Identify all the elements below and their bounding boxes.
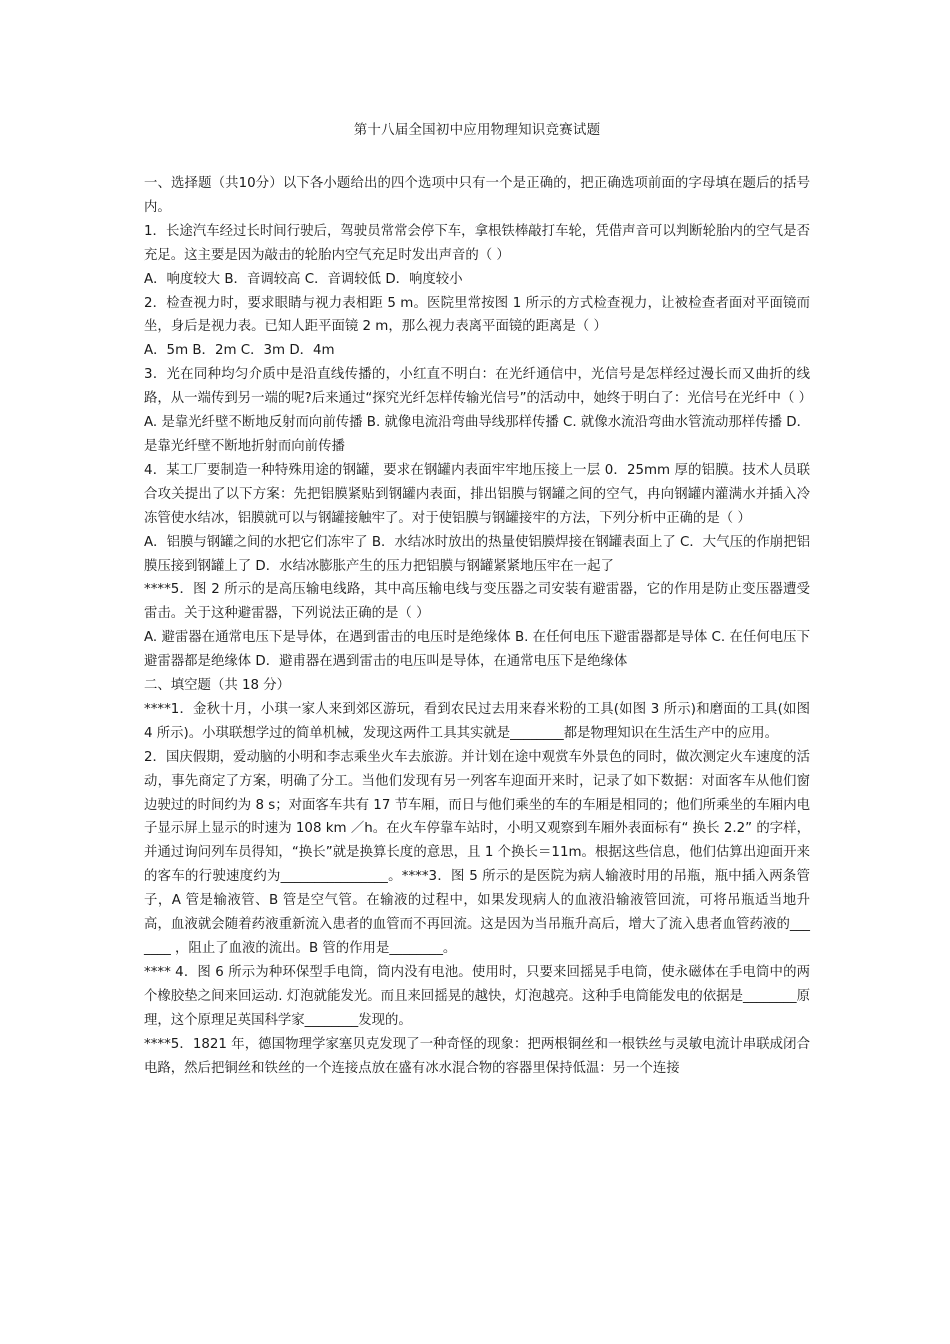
question-1-5-options: A. 避雷器在通常电压下是导体，在遇到雷击的电压时是绝缘体 B. 在任何电压下避雷器都是导体 C. 在任何电压下避雷器都是绝缘体 D．避甫器在遇到雷击的电压叫是导体，在通常电压下是绝缘体 [144, 630, 810, 670]
question-1-5: ****5．图 2 所示的是高压输电线路，其中高压输电线与变压器之司安装有避雷器，它的作用是防止变压器遭受雷击。关于这种避雷器，下列说法正确的是（ ） [144, 582, 810, 622]
section-1-heading: 一、选择题（共10分）以下各小题给出的四个选项中只有一个是正确的，把正确选项前面的字母填在题后的括号内。 [144, 176, 810, 215]
document-page [144, 120, 810, 1080]
section-2-heading: 二、填空题（共 18 分） [144, 678, 291, 694]
question-1-2-options: A．5m B．2m C．3m D．4m [144, 343, 335, 359]
question-1-1: 1．长途汽车经过长时间行驶后，驾驶员常常会停下车，拿根铁棒敲打车轮，凭借声音可以判断轮胎内的空气是否充足。这主要是因为敲击的轮胎内空气充足时发出声音的（ ） [144, 223, 810, 263]
question-1-1-options: A．响度较大 B．音调较高 C．音调较低 D．响度较小 [144, 271, 463, 287]
question-2-1: ****1．金秋十月，小琪一家人来到郊区游玩，看到农民过去用来舂米粉的工具(如图 3 所示)和磨面的工具(如图 4 所示)。小琪联想学过的简单机械，发现这两件工具其实就是________都是物理知识在生活生产中的应用。 [144, 701, 810, 741]
question-1-3: 3．光在同种均匀介质中是沿直线传播的，小红直不明白：在光纤通信中，光信号是怎样经过漫长而又曲折的线路，从一端传到另一端的呢?后来通过“探究光纤怎样传输光信号”的活动中，她终于明白了：光信号在光纤中（ ） [144, 367, 812, 407]
question-1-4-options: A．铝膜与钢罐之间的水把它们冻牢了 B．水结冰时放出的热量使铝膜焊接在钢罐表面上了 C．大气压的作崩把铝膜压接到钢罐上了 D．水结冰膨胀产生的压力把铝膜与钢罐紧紧地压牢在一起了 [144, 534, 810, 574]
question-1-2: 2．检查视力时，要求眼睛与视力表相距 5 m。医院里常按图 1 所示的方式检查视力，让被检查者面对平面镜而坐，身后是视力表。已知人距平面镜 2 m，那么视力表离平面镜的距离是（ ） [144, 295, 810, 335]
document-title: 第十八届全国初中应用物理知识竞赛试题 [353, 122, 601, 138]
question-1-4: 4．某工厂要制造一种特殊用途的钢罐，要求在钢罐内表面牢牢地压接上一层 0．25mm 厚的铝膜。技术人员联合攻关提出了以下方案：先把铝膜紧贴到钢罐内表面，排出铝膜与钢罐之间的空气，冉向钢罐内灌满水并插入冷冻管使水结冰，铝膜就可以与钢罐接触牢了。对于使铝膜与钢罐接牢的方法，下列分析中正确的是（ ） [144, 462, 810, 526]
question-2-2-3: 2．国庆假期，爱动脑的小明和李志乘坐火车去旅游。并计划在途中观赏车外景色的同时，做次测定火车速度的活动，事先商定了方案，明确了分工。当他们发现有另一列客车迎面开来时，记录了如下数据：对面客车从他们窗边驶过的时间约为 8 s；对面客车共有 17 节车厢，而日与他们乘坐的车的车厢是相同的；他们所乘坐的车厢内电子显示屏上显示的时速为 108 km ／h。在火车停靠车站时，小明又观察到车厢外表面标有“ 换长 2.2” 的字样，并通过询问列车员得知，“换长”就是换算长度的意思，且 1 个换长＝11m。根据这些信息，他们估算出迎面开来的客车的行驶速度约为________________。****3．图 5 所示的是医院为病人输液时用的吊瓶，瓶中插入两条管子，A 管是输液管、B 管是空气管。在输液的过程中，如果发现病人的血液沿输液管回流，可将吊瓶适当地升高，血液就会随着药液重新流入患者的血管而不再回流。这是因为当吊瓶升高后，增大了流入患者血管药液的_______ ，阻止了血液的流出。B 管的作用是________。 [144, 749, 810, 956]
question-2-5: ****5．1821 年，德国物理学家塞贝克发现了一种奇怪的现象：把两根铜丝和一根铁丝与灵敏电流计串联成闭合电路，然后把铜丝和铁丝的一个连接点放在盛有冰水混合物的容器里保持低温：另一个连接 [144, 1036, 810, 1076]
question-2-4: **** 4．图 6 所示为种环保型手电筒，筒内没有电池。使用时，只要来回摇晃手电筒，使永磁体在手电筒中的两个橡胶垫之间来回运动. 灯泡就能发光。而且来回摇晃的越快，灯泡越亮。这种手电筒能发电的依据是________原理，这个原理足英国科学家________发现的。 [144, 964, 810, 1028]
document-body [144, 172, 810, 1080]
question-1-3-options: A. 是靠光纤壁不断地反射而向前传播 B. 就像电流沿弯曲导线那样传播 C. 就像水流沿弯曲水管流动那样传播 D．是靠光纤壁不断地折射而向前传播 [144, 415, 810, 454]
